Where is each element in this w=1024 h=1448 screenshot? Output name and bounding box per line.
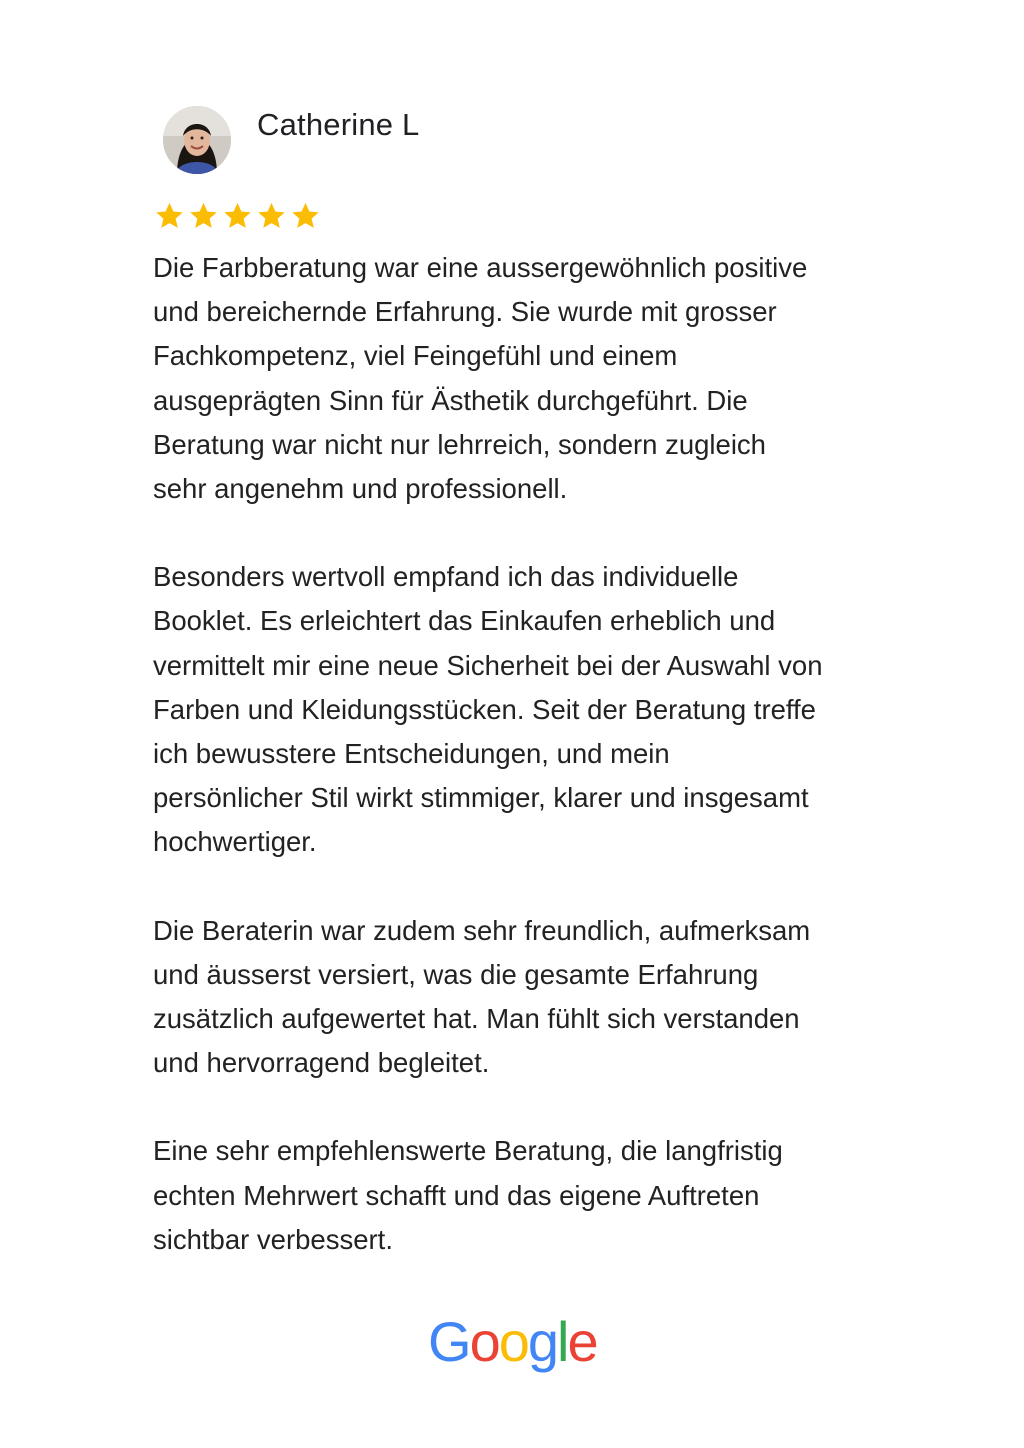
logo-letter: o <box>469 1310 499 1373</box>
logo-letter: l <box>557 1310 568 1373</box>
star-icon <box>153 200 186 232</box>
reviewer-name[interactable]: Catherine L <box>257 107 420 142</box>
star-icon <box>289 200 322 232</box>
star-icon <box>221 200 254 232</box>
logo-letter: e <box>567 1310 597 1373</box>
star-icon <box>255 200 288 232</box>
avatar-photo-icon <box>163 106 231 174</box>
logo-letter: g <box>527 1310 558 1373</box>
star-icon <box>187 200 220 232</box>
review-paragraph-2: Besonders wertvoll empfand ich das individuelle Booklet. Es erleichtert das Einkaufen erheblich und vermittelt mir eine neue Sicherheit bei der Auswahl von Farben und Kleidungsstücken. Seit der Beratung treffe ich bewusstere Entscheidungen, und mein persönlicher Stil wirkt stimmiger, klarer und insgesamt hochwertiger. <box>153 561 823 858</box>
review-paragraph-1: Die Farbberatung war eine aussergewöhnlich positive und bereichernde Erfahrung. Sie wurde mit grosser Fachkompetenz, viel Feingefühl und einem ausgeprägten Sinn für Ästhetik durchgeführt. Die Beratung war nicht nur lehrreich, sondern zugleich sehr angenehm und professionell. <box>153 252 808 505</box>
logo-letter: o <box>498 1310 528 1373</box>
review-text <box>153 246 913 1262</box>
star-rating <box>153 200 322 232</box>
reviewer-avatar[interactable] <box>163 106 231 174</box>
review-header <box>163 106 419 178</box>
google-logo <box>428 1306 596 1378</box>
logo-letter: G <box>428 1310 470 1373</box>
review-paragraph-4: Eine sehr empfehlenswerte Beratung, die langfristig echten Mehrwert schafft und das eigene Auftreten sichtbar verbessert. <box>153 1135 783 1255</box>
review-paragraph-3: Die Beraterin war zudem sehr freundlich, aufmerksam und äusserst versiert, was die gesamte Erfahrung zusätzlich aufgewertet hat. Man fühlt sich verstanden und hervorragend begleitet. <box>153 914 811 1079</box>
